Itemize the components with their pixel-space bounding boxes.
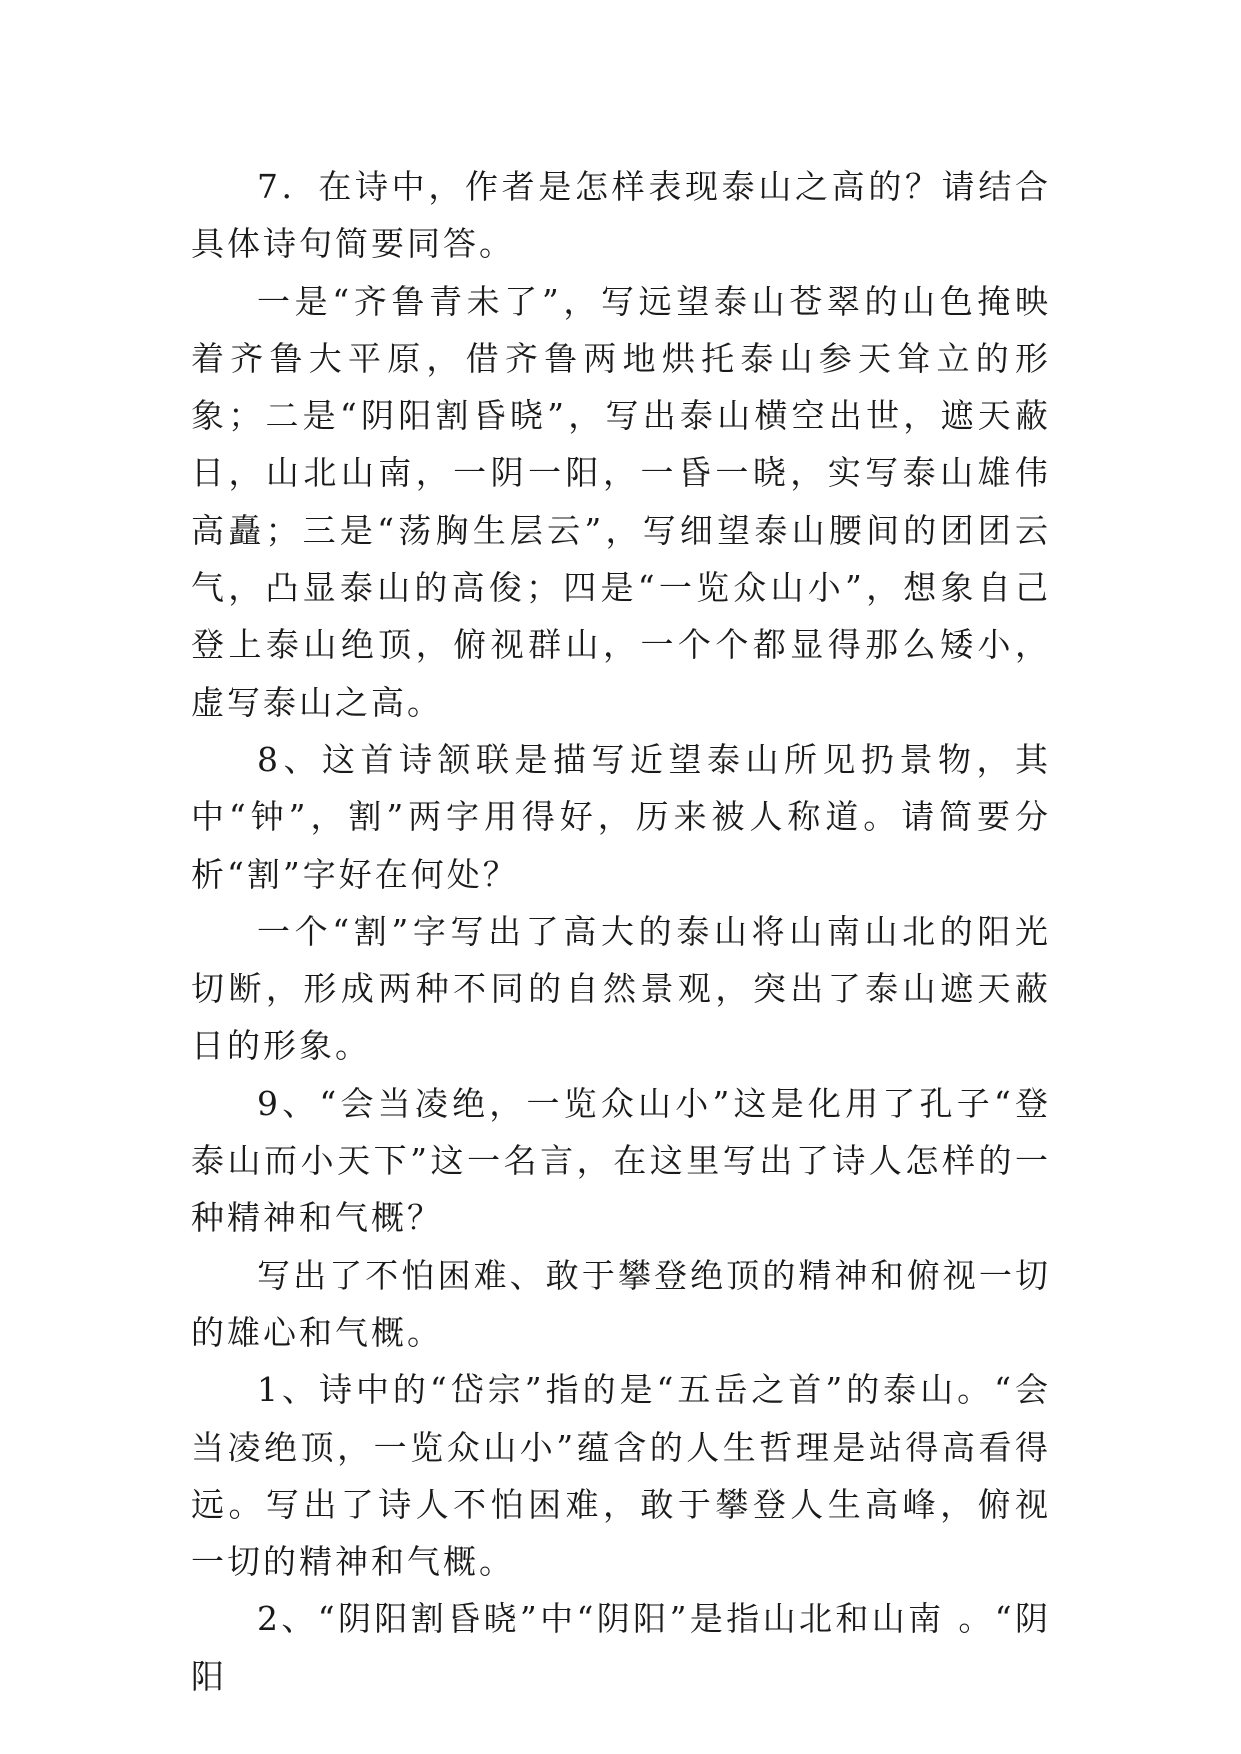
paragraph-answer-8: 一个“割”字写出了高大的泰山将山南山北的阳光切断，形成两种不同的自然景观，突出了泰山遮天蔽日的形象。 xyxy=(191,911,1051,1066)
paragraph-note-2: 2、“阴阳割昏晓”中“阴阳”是指山北和山南 。“阴阳 xyxy=(191,1599,1051,1696)
paragraph-answer-9: 写出了不怕困难、敢于攀登绝顶的精神和俯视一切的雄心和气概。 xyxy=(191,1255,1051,1352)
paragraph-question-9: 9、“会当凌绝，一览众山小”这是化用了孔子“登泰山而小天下”这一名言，在这里写出了诗人怎样的一种精神和气概？ xyxy=(191,1083,1051,1238)
paragraph-answer-7: 一是“齐鲁青未了”，写远望泰山苍翠的山色掩映着齐鲁大平原，借齐鲁两地烘托泰山参天耸立的形象；二是“阴阳割昏晓”，写出泰山横空出世，遮天蔽日，山北山南，一阴一阳，一昏一晓，实写泰山雄伟高矗；三是“荡胸生层云”，写细望泰山腰间的团团云气，凸显泰山的高俊；四是“一览众山小”，想象自己登上泰山绝顶，俯视群山，一个个都显得那么矮小，虚写泰山之高。 xyxy=(191,281,1051,722)
paragraph-question-7: 7．在诗中，作者是怎样表现泰山之高的？请结合具体诗句简要同答。 xyxy=(191,167,1051,264)
document-body xyxy=(191,158,1051,1705)
paragraph-note-1: 1、诗中的“岱宗”指的是“五岳之首”的泰山。“会当凌绝顶，一览众山小”蕴含的人生哲理是站得高看得远。写出了诗人不怕困难，敢于攀登人生高峰，俯视一切的精神和气概。 xyxy=(191,1370,1051,1582)
paragraph-question-8: 8、这首诗颔联是描写近望泰山所见扔景物，其中“钟”，割”两字用得好，历来被人称道。请简要分析“割”字好在何处？ xyxy=(191,739,1051,894)
